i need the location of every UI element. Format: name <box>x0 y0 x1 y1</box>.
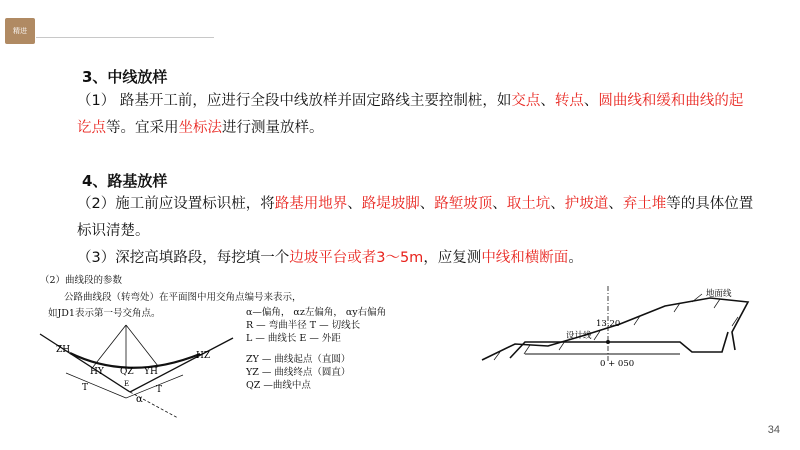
highlight-term: 路堑坡顶 <box>434 196 493 212</box>
highlight-term: 圆曲线和缓和曲线的起讫点 <box>77 93 744 136</box>
highlight-term: 坐标法 <box>178 120 222 136</box>
label-yh: YH <box>144 367 158 377</box>
legend-item: ZY — 曲线起点（直圆） <box>246 354 351 365</box>
text-run: 等的具体位置标识清楚。 <box>77 196 754 239</box>
text-run: 等。宜采用 <box>106 120 179 136</box>
label-t-left: T <box>82 383 89 393</box>
text-run: 、 <box>550 196 565 212</box>
text-run: 、 <box>347 196 362 212</box>
legend-item: L — 曲线长 E — 外距 <box>246 333 341 344</box>
text-run: 、 <box>583 93 599 109</box>
highlight-term: 取土坑 <box>506 196 551 212</box>
cross-section-diagram <box>470 282 770 392</box>
text-run: 、 <box>608 196 623 212</box>
highlight-term: 路基用地界 <box>274 196 348 212</box>
curve-figure-line1: 公路曲线段（转弯处）在平面图中用交角点编号来表示， <box>64 292 302 303</box>
legend-item: YZ — 曲线终点（圆直） <box>246 367 351 378</box>
text-run: 、 <box>492 196 507 212</box>
label-qz: QZ <box>120 367 134 377</box>
paragraph-recheck <box>77 245 757 272</box>
label-t-right: T <box>156 385 163 395</box>
highlight-term: 弃土堆 <box>622 196 667 212</box>
highlight-term: 中线和横断面 <box>481 250 569 266</box>
curve-figure-line2: 如JD1表示第一号交角点。 <box>48 308 161 319</box>
section-title-centerline: 3、中线放样 <box>82 68 168 86</box>
text-run: ，应复测 <box>423 250 482 266</box>
paragraph-centerline <box>77 88 757 142</box>
label-hz: HZ <box>196 351 211 361</box>
curve-diagram <box>38 320 243 420</box>
legend-item: QZ —曲线中点 <box>246 380 311 391</box>
legend-item: R — 弯曲半径 T — 切线长 <box>246 320 361 331</box>
ground-line-label: 地面线 <box>706 289 732 299</box>
text-run: 。 <box>568 250 583 266</box>
label-hy: HY <box>90 367 104 377</box>
elevation-label: 13.20 <box>596 319 621 329</box>
text-run: （1） 路基开工前，应进行全段中线放样并固定路线主要控制桩，如 <box>77 93 512 109</box>
curve-legend <box>246 306 386 392</box>
highlight-term: 交点 <box>511 93 541 109</box>
text-run: 、 <box>419 196 435 212</box>
logo-badge: 精进 <box>5 18 35 44</box>
label-alpha: α <box>136 394 143 405</box>
highlight-term: 转点 <box>554 93 584 109</box>
text-run: 、 <box>540 93 555 109</box>
highlight-term: 边坡平台或者3～5m <box>289 250 424 266</box>
design-line-label: 设计线 <box>566 331 592 341</box>
label-zh: ZH <box>56 345 71 355</box>
text-run: （2）施工前应设置标识桩，将 <box>77 196 275 212</box>
curve-figure-title: （2）曲线段的参数 <box>40 275 123 286</box>
text-run: （3）深挖高填路段，每挖填一个 <box>77 250 290 266</box>
header-divider <box>36 37 214 38</box>
paragraph-subgrade-markers <box>77 191 757 245</box>
label-e: E <box>124 380 130 388</box>
page-number: 34 <box>767 424 780 436</box>
text-run: 进行测量放样。 <box>222 120 324 136</box>
highlight-term: 路堤坡脚 <box>361 196 420 212</box>
highlight-term: 护坡道 <box>564 196 609 212</box>
station-label: 0 + 050 <box>600 359 635 369</box>
legend-item: α—偏角， αz左偏角， αy右偏角 <box>246 307 387 318</box>
section-title-subgrade: 4、路基放样 <box>82 172 168 190</box>
